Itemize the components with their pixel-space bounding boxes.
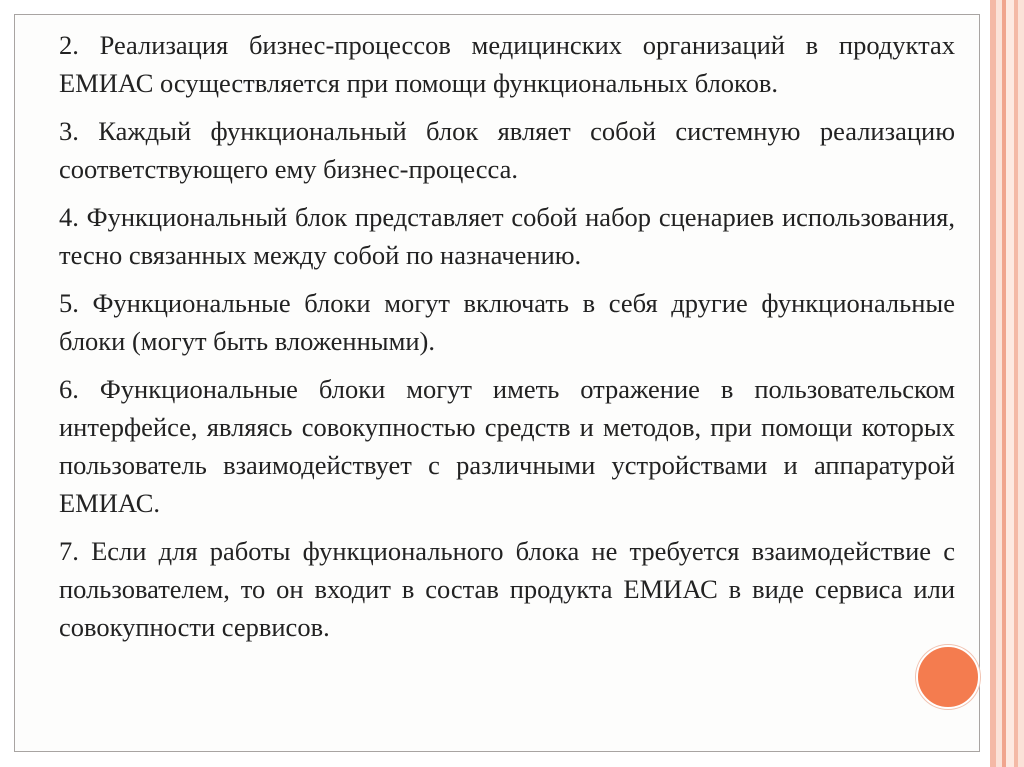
paragraph-2: 2. Реализация бизнес-процессов медицинских организаций в продуктах ЕМИАС осуществляется при помощи функциональных блоков.: [59, 30, 955, 98]
paragraph-4: 4. Функциональный блок представляет собой набор сценариев использования, тесно связанных между собой по назначению.: [59, 202, 955, 270]
paragraph-3: 3. Каждый функциональный блок являет собой системную реализацию соответствующего ему бизнес-процесса.: [59, 116, 955, 184]
decorative-circle-icon: [916, 645, 980, 709]
decorative-stripes: [984, 0, 1024, 767]
paragraph-5: 5. Функциональные блоки могут включать в себя другие функциональные блоки (могут быть вложенными).: [59, 288, 955, 356]
paragraph-6: 6. Функциональные блоки могут иметь отражение в пользовательском интерфейсе, являясь совокупностью средств и методов, при помощи которых пользователь взаимодействует с различными устройствами и аппаратурой ЕМИАС.: [59, 374, 955, 518]
slide-content: [59, 26, 955, 656]
paragraph-7: 7. Если для работы функционального блока не требуется взаимодействие с пользователем, то он входит в состав продукта ЕМИАС в виде сервиса или совокупности сервисов.: [59, 536, 955, 642]
